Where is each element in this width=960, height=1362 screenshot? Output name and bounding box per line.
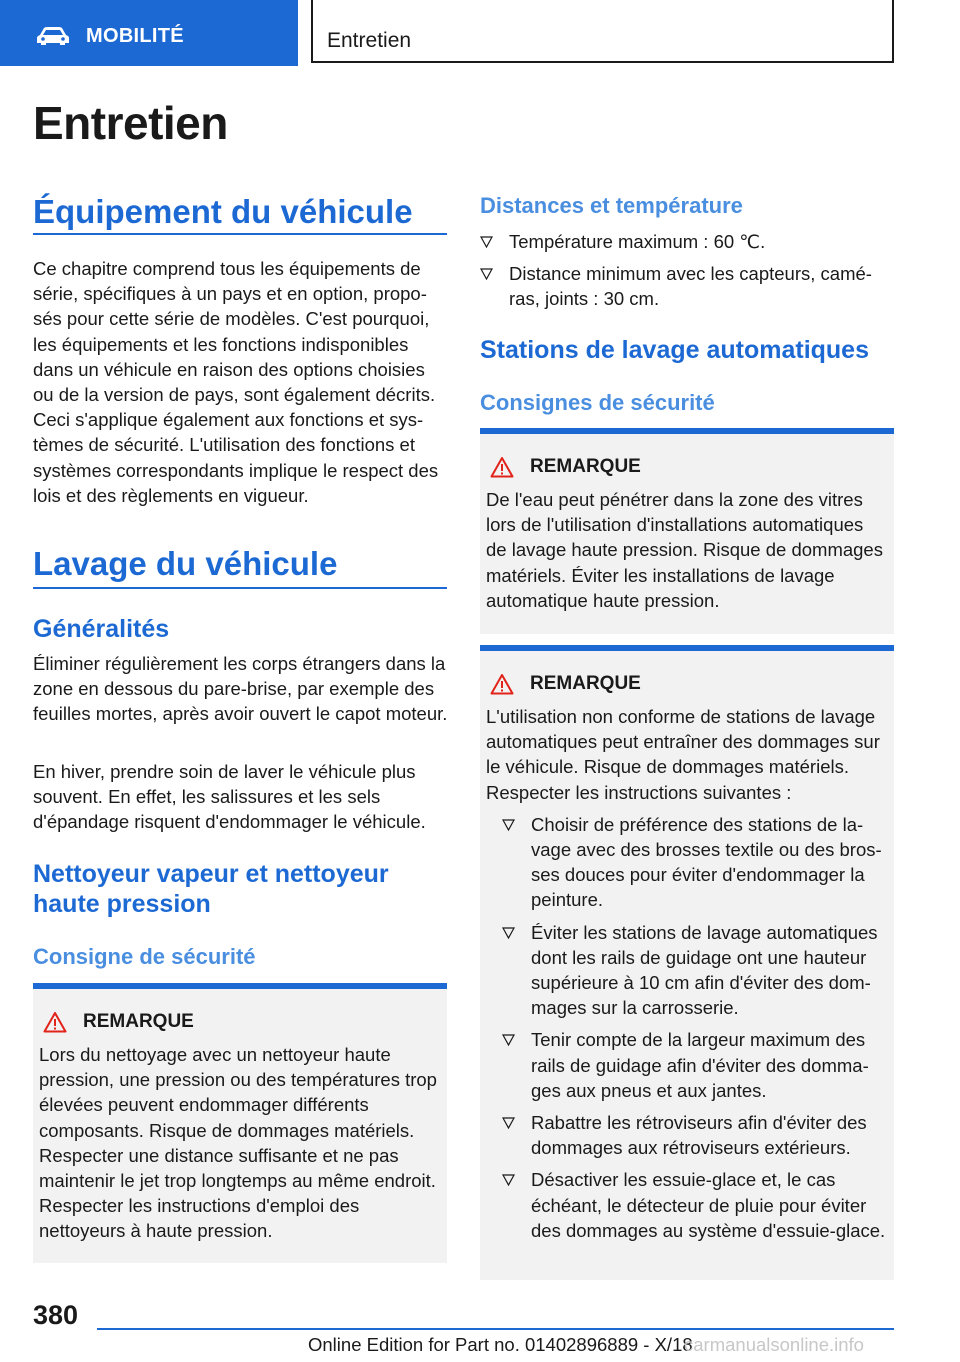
distances-list <box>480 229 894 319</box>
list-item: Éviter les stations de lavage automatiques dont les rails de guidage ont une hauteur supérieure à 10 cm afin d'éviter des dommages sur la carrosserie. <box>502 920 888 1021</box>
footer-rule <box>97 1328 894 1330</box>
warning-box <box>480 645 894 1280</box>
warning-box <box>480 428 894 634</box>
page-number: 380 <box>33 1300 79 1330</box>
car-icon <box>36 26 70 46</box>
list-item: Désactiver les essuie-glace et, le cas échéant, le détecteur de pluie pour éviter des dommages au système d'essuie-glace. <box>502 1167 888 1243</box>
chapter-header <box>311 0 894 63</box>
bullet-triangle-icon <box>480 236 493 248</box>
generalites-paragraph-1: Éliminer régulièrement les corps étrangers dans la zone en dessous du pare-brise, par exemple des feuilles mortes, après avoir ouvert le capot moteur. <box>33 653 448 725</box>
list-item: Distance minimum avec les capteurs, caméras, joints : 30 cm. <box>480 261 894 311</box>
section-title-lavage: Lavage du véhicule <box>33 545 338 582</box>
warning-header <box>486 671 888 697</box>
bullet-triangle-icon <box>502 819 515 831</box>
warning-text: Lors du nettoyage avec un nettoyeur haute pression, une pression ou des températures trop élevées peuvent endommager différents composants. Risque de dommages matériels. Respecter une distance suffisante et ne pas maintenir le jet trop longtemps au même endroit. Respecter les instructions d'emploi des nettoyeurs à haute pression. <box>39 1044 437 1242</box>
list-item: Température maximum : 60 ℃. <box>480 229 894 254</box>
warning-text: L'utilisation non conforme de stations de lavage automatiques peut entraîner des dommages sur le véhicule. Risque de dommages matériels. Respecter les instructions suivantes : <box>486 706 880 803</box>
heading-consignes: Consignes de sécurité <box>480 390 715 415</box>
section-rule <box>33 587 447 589</box>
warning-label: REMARQUE <box>530 673 641 694</box>
list-item: Tenir compte de la largeur maximum des rails de guidage afin d'éviter des dommages aux pneus et aux jantes. <box>502 1027 888 1103</box>
bullet-triangle-icon <box>502 1174 515 1186</box>
warning-icon <box>490 456 514 478</box>
bullet-triangle-icon <box>502 927 515 939</box>
watermark: carmanualsonline.info <box>684 1334 864 1355</box>
warning-header <box>486 454 888 480</box>
section-rule <box>33 233 447 235</box>
warning-box <box>33 983 447 1263</box>
bullet-triangle-icon <box>480 268 493 280</box>
warning-icon <box>43 1011 67 1033</box>
warning-text: De l'eau peut pénétrer dans la zone des vitres lors de l'utilisation d'installations automatiques de lavage haute pression. Risque de dommages matériels. Éviter les installations de lavage automatique haute pression. <box>486 489 883 611</box>
instructions-list <box>486 812 888 1243</box>
heading-stations: Stations de lavage automatiques <box>480 336 869 364</box>
warning-label: REMARQUE <box>83 1011 194 1032</box>
bullet-triangle-icon <box>502 1034 515 1046</box>
heading-nettoyeur: Nettoyeur vapeur et nettoyeur haute pression <box>33 860 389 918</box>
section-tab[interactable] <box>0 0 298 66</box>
list-item: Rabattre les rétroviseurs afin d'éviter des dommages aux rétroviseurs extérieurs. <box>502 1110 888 1160</box>
edition-note: Online Edition for Part no. 01402896889 - X/18 <box>308 1334 693 1355</box>
list-item: Choisir de préférence des stations de lavage avec des brosses textile ou des brosses douces pour éviter d'endommager la peinture. <box>502 812 888 913</box>
section-title-equipement: Équipement du véhicule <box>33 193 413 230</box>
heading-distances: Distances et température <box>480 193 743 218</box>
equipement-paragraph: Ce chapitre comprend tous les équipements de série, spécifiques à un pays et en option, proposés pour cette série de modèles. C'est pourquoi, les équipements et les fonctions indisponibles dans un véhicule en raison des options choisies ou de la version de pays, sont également décrits. Ceci s'applique également aux fonctions et systèmes de sécurité. L'utilisation des fonctions et systèmes correspondants implique le respect des lois et des règlements en vigueur. <box>33 258 439 506</box>
section-label: MOBILITÉ <box>86 25 184 47</box>
heading-consigne: Consigne de sécurité <box>33 944 256 969</box>
warning-header <box>39 1009 441 1035</box>
heading-generalites: Généralités <box>33 615 170 643</box>
warning-label: REMARQUE <box>530 456 641 477</box>
page-title: Entretien <box>33 97 228 149</box>
chapter-label: Entretien <box>327 29 412 52</box>
generalites-paragraph-2: En hiver, prendre soin de laver le véhicule plus souvent. En effet, les salissures et les sels d'épandage risquent d'endommager le véhicule. <box>33 761 426 833</box>
bullet-triangle-icon <box>502 1117 515 1129</box>
warning-icon <box>490 673 514 695</box>
